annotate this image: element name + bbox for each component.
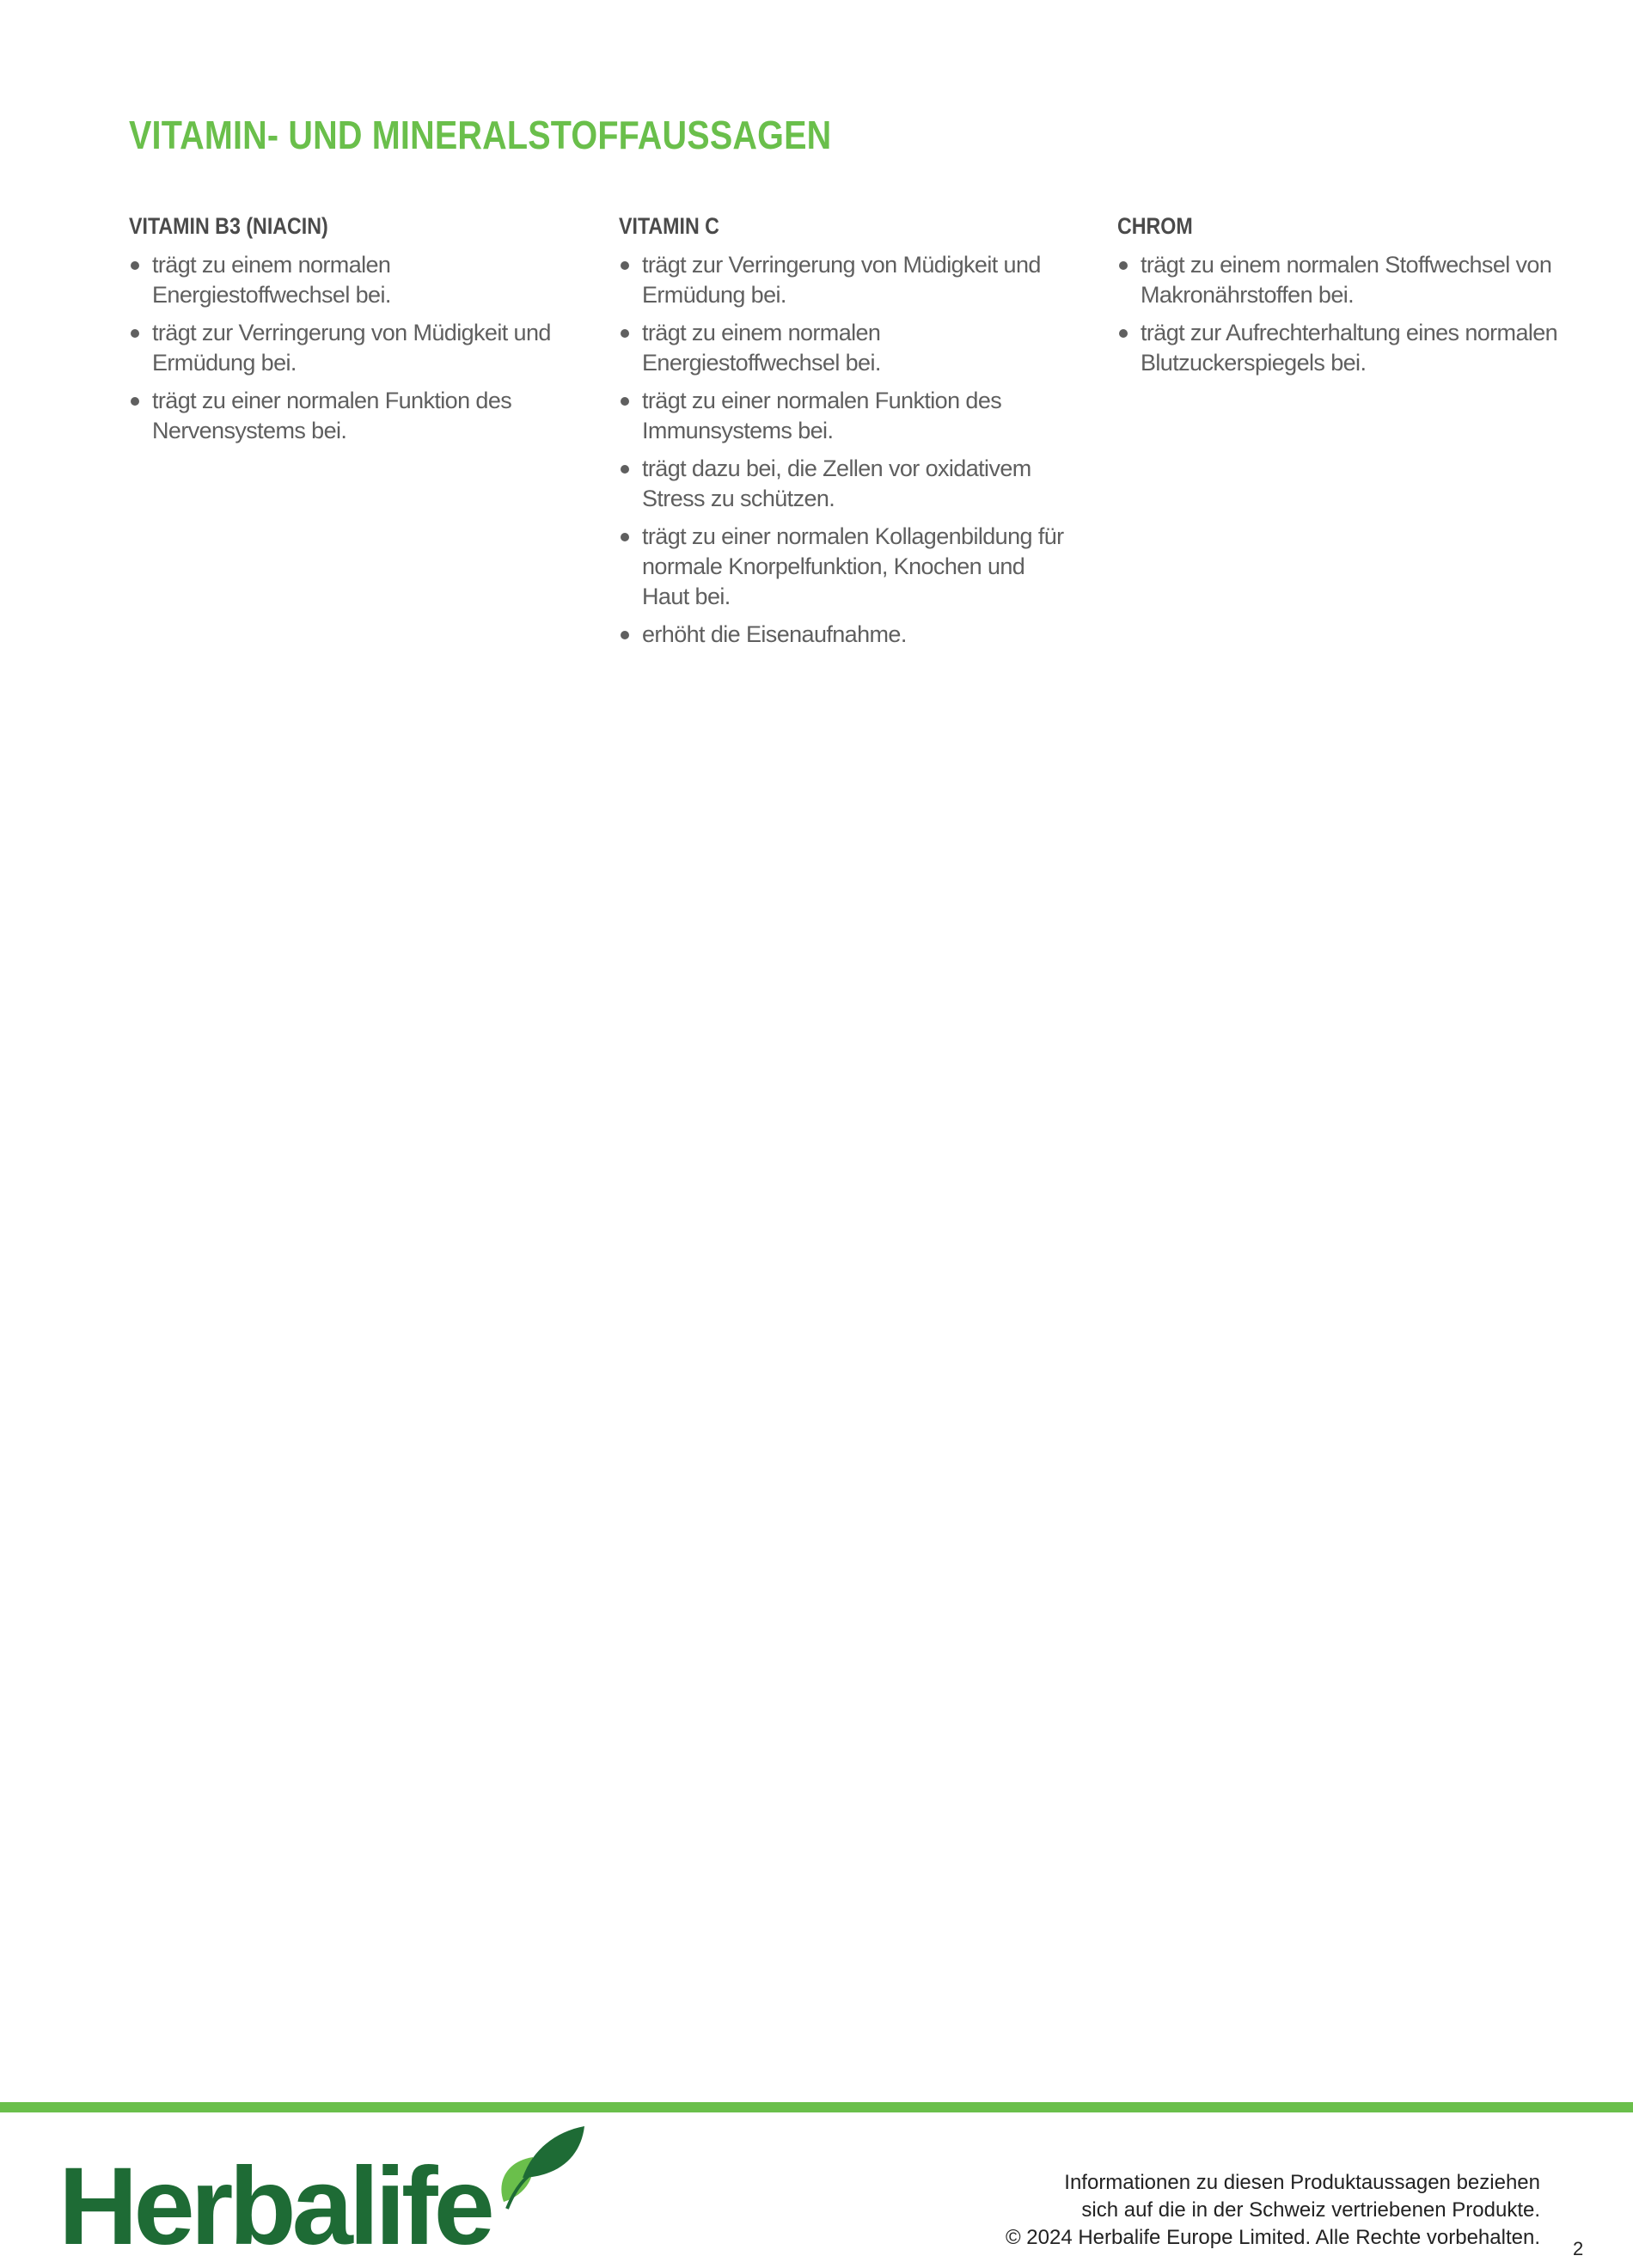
disclaimer-line: Informationen zu diesen Produktaussagen beziehen [1064,2171,1540,2194]
list-item: trägt zu einer normalen Funktion des Immunsystems bei. [619,386,1066,446]
disclaimer-line: sich auf die in der Schweiz vertriebenen Produkte. [1081,2198,1540,2222]
bullet-icon [1119,261,1128,270]
footer-disclaimer [1006,2169,1540,2252]
list-item: trägt zur Verringerung von Müdigkeit und Ermüdung bei. [619,250,1066,310]
column-heading: CHROM [1117,213,1193,239]
disclaimer-line: © 2024 Herbalife Europe Limited. Alle Rechte vorbehalten. [1005,2226,1540,2249]
list-item: trägt zur Aufrechterhaltung eines normalen Blutzuckerspiegels bei. [1117,318,1564,378]
column-heading: VITAMIN C [619,213,719,239]
list-item: trägt zur Verringerung von Müdigkeit und Ermüdung bei. [129,318,559,378]
bullet-icon [621,465,629,474]
bullet-icon [621,261,629,270]
bullet-icon [131,261,139,270]
bullet-icon [1119,329,1128,338]
page-title: VITAMIN- UND MINERALSTOFFAUSSAGEN [129,113,832,157]
list-item: trägt zu einer normalen Kollagenbildung für normale Knorpelfunktion, Knochen und Haut bei. [619,522,1066,612]
bullet-icon [621,329,629,338]
claims-list [129,250,559,446]
list-item: trägt dazu bei, die Zellen vor oxidativem Stress zu schützen. [619,454,1066,514]
page-number: 2 [1573,2238,1584,2259]
list-item: erhöht die Eisenaufnahme. [619,620,1066,650]
logo-wordmark: Herbalife [58,2145,491,2268]
claims-list [619,250,1066,650]
bullet-icon [131,397,139,406]
claims-list [1117,250,1564,378]
column-heading: VITAMIN B3 (NIACIN) [129,213,328,239]
footer-accent-bar [0,2102,1633,2112]
bullet-icon [621,397,629,406]
list-item: trägt zu einem normalen Energiestoffwechsel bei. [129,250,559,310]
column-chrom [1117,213,1564,386]
bullet-icon [621,631,629,639]
column-vitamin-c [619,213,1066,657]
column-vitamin-b3 [129,213,559,454]
list-item: trägt zu einer normalen Funktion des Nervensystems bei. [129,386,559,446]
list-item: trägt zu einem normalen Stoffwechsel von Makronährstoffen bei. [1117,250,1564,310]
herbalife-logo [58,2123,540,2268]
list-item: trägt zu einem normalen Energiestoffwechsel bei. [619,318,1066,378]
leaf-icon [488,2123,591,2217]
bullet-icon [131,329,139,338]
bullet-icon [621,533,629,541]
